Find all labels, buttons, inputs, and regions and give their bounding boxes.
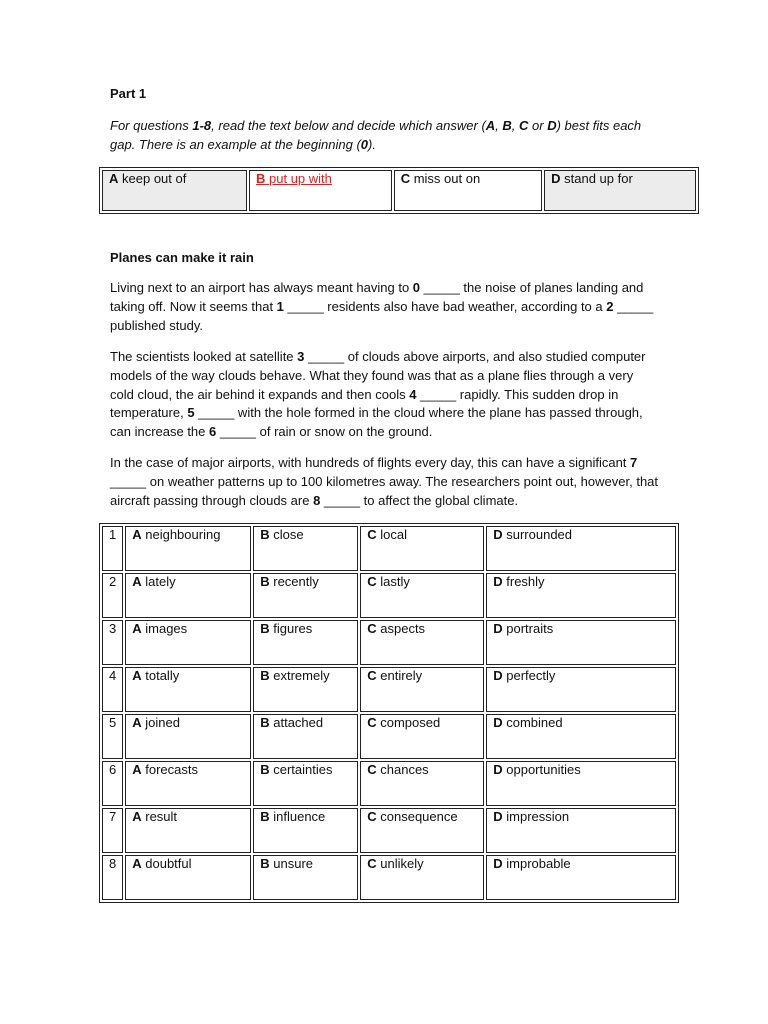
option-d[interactable]: [486, 808, 676, 853]
option-c[interactable]: [360, 526, 484, 571]
option-a[interactable]: [125, 808, 251, 853]
option-text: neighbouring: [145, 527, 221, 542]
option-letter: B: [260, 856, 270, 871]
question-row: [102, 714, 676, 759]
gap-number: 6: [209, 424, 217, 440]
option-text: freshly: [506, 574, 545, 589]
option-d[interactable]: [486, 761, 676, 806]
option-letter: C: [367, 574, 377, 589]
option-text: attached: [273, 715, 324, 730]
option-letter: B: [260, 809, 270, 824]
option-text: portraits: [506, 621, 554, 636]
example-option-a[interactable]: [102, 170, 247, 211]
option-d[interactable]: [486, 526, 676, 571]
option-d[interactable]: [486, 573, 676, 618]
option-text: put up with: [269, 171, 332, 186]
option-letter: A: [132, 668, 142, 683]
option-a[interactable]: [125, 761, 251, 806]
option-c[interactable]: [360, 761, 484, 806]
example-table: [99, 167, 699, 214]
option-letter: A: [132, 715, 142, 730]
option-text: forecasts: [145, 762, 198, 777]
instr-text: ,: [511, 118, 520, 133]
instr-letter: A: [485, 118, 496, 133]
option-d[interactable]: [486, 620, 676, 665]
option-text: improbable: [506, 856, 571, 871]
option-letter: D: [493, 762, 503, 777]
option-text: combined: [506, 715, 563, 730]
option-text: recently: [273, 574, 319, 589]
option-letter: A: [132, 527, 142, 542]
question-number: 4: [102, 667, 123, 712]
option-text: lastly: [380, 574, 410, 589]
example-row: [102, 170, 696, 211]
question-row: [102, 620, 676, 665]
option-b[interactable]: [253, 855, 358, 900]
question-row: [102, 855, 676, 900]
question-number: 3: [102, 620, 123, 665]
option-letter: A: [132, 856, 142, 871]
option-c[interactable]: [360, 573, 484, 618]
option-letter: B: [260, 527, 270, 542]
option-letter: D: [493, 574, 503, 589]
question-row: [102, 761, 676, 806]
question-number: 5: [102, 714, 123, 759]
option-b[interactable]: [253, 526, 358, 571]
option-a[interactable]: [125, 855, 251, 900]
option-letter: B: [260, 574, 270, 589]
option-c[interactable]: [360, 855, 484, 900]
correct-answer: [256, 171, 332, 186]
option-letter: C: [367, 762, 377, 777]
option-text: totally: [145, 668, 180, 683]
questions-body: [102, 526, 676, 900]
option-letter: C: [367, 856, 377, 871]
option-b[interactable]: [253, 808, 358, 853]
option-letter: B: [256, 171, 266, 186]
example-option-d[interactable]: [544, 170, 696, 211]
gap-number: 1: [276, 298, 284, 314]
para-text: _____ published study.: [110, 298, 654, 333]
option-text: perfectly: [506, 668, 556, 683]
question-number: 7: [102, 808, 123, 853]
gap-number: 4: [409, 386, 417, 402]
example-option-b-correct[interactable]: [249, 170, 392, 211]
instr-text: or: [528, 118, 548, 133]
option-a[interactable]: [125, 667, 251, 712]
option-c[interactable]: [360, 808, 484, 853]
option-text: miss out on: [413, 171, 481, 186]
option-text: local: [380, 527, 407, 542]
option-c[interactable]: [360, 667, 484, 712]
option-b[interactable]: [253, 714, 358, 759]
option-letter: B: [260, 621, 270, 636]
option-text: composed: [380, 715, 441, 730]
option-letter: D: [493, 809, 503, 824]
option-b[interactable]: [253, 620, 358, 665]
option-text: aspects: [380, 621, 426, 636]
para-text: _____ the noise of planes landing and taking off. Now it seems that: [110, 280, 644, 314]
option-text: lately: [145, 574, 176, 589]
option-letter: C: [367, 527, 377, 542]
option-text: close: [273, 527, 304, 542]
para-text: _____ with the hole formed in the cloud where the plane has passed through, can increase the: [110, 405, 643, 440]
option-d[interactable]: [486, 855, 676, 900]
option-letter: A: [109, 171, 119, 186]
instr-range: 1-8: [192, 118, 212, 133]
option-text: consequence: [380, 809, 458, 824]
option-d[interactable]: [486, 714, 676, 759]
option-text: surrounded: [506, 527, 573, 542]
article-title: Planes can make it rain: [110, 250, 254, 265]
option-b[interactable]: [253, 667, 358, 712]
option-text: unsure: [273, 856, 313, 871]
question-number: 2: [102, 573, 123, 618]
question-number: 8: [102, 855, 123, 900]
option-text: doubtful: [145, 856, 192, 871]
gap-number: 3: [297, 349, 305, 364]
instr-letter: C: [519, 118, 529, 133]
instr-letter: B: [502, 118, 512, 133]
option-a[interactable]: [125, 573, 251, 618]
instr-zero: 0: [360, 137, 369, 152]
part-title: Part 1: [110, 86, 147, 101]
option-letter: D: [493, 527, 503, 542]
instructions: [110, 116, 670, 154]
para-text: The scientists looked at satellite: [110, 349, 298, 364]
option-a[interactable]: [125, 714, 251, 759]
option-text: certainties: [273, 762, 333, 777]
instr-text: ,: [495, 118, 503, 133]
option-letter: D: [493, 715, 503, 730]
option-text: opportunities: [506, 762, 581, 777]
question-row: [102, 808, 676, 853]
para-text: _____ residents also have bad weather, according to a: [283, 298, 607, 314]
option-letter: C: [367, 809, 377, 824]
option-letter: B: [260, 715, 270, 730]
paragraph-1: [110, 279, 658, 335]
para-text: _____ to affect the global climate.: [320, 492, 519, 508]
gap-number: 8: [313, 492, 321, 508]
option-text: impression: [506, 809, 570, 824]
option-letter: A: [132, 762, 142, 777]
instr-text: ) best fits each gap. There is an example at the beginning (: [110, 118, 642, 152]
option-d[interactable]: [486, 667, 676, 712]
para-text: _____ of clouds above airports, and also studied computer models of the way clouds behave. What they found was that as a plane flies through a very cold cloud, the air behind it expands and then cools: [110, 349, 646, 402]
option-letter: A: [132, 621, 142, 636]
option-letter: B: [260, 668, 270, 683]
gap-number: 0: [412, 280, 421, 295]
option-letter: C: [367, 621, 377, 636]
instr-text: , read the text below and decide which answer (: [211, 118, 486, 133]
question-row: [102, 526, 676, 571]
option-text: images: [145, 621, 188, 636]
para-text: _____ of rain or snow on the ground.: [216, 424, 433, 440]
option-letter: B: [260, 762, 270, 777]
gap-number: 7: [630, 455, 638, 470]
paragraph-2: [110, 348, 658, 442]
option-text: stand up for: [564, 171, 633, 186]
option-letter: C: [367, 715, 377, 730]
option-letter: A: [132, 574, 142, 589]
option-c[interactable]: [360, 620, 484, 665]
option-b[interactable]: [253, 761, 358, 806]
question-number: 6: [102, 761, 123, 806]
option-text: keep out of: [122, 171, 187, 186]
gap-number: 2: [606, 298, 614, 314]
questions-table: [99, 523, 679, 903]
option-text: chances: [380, 762, 429, 777]
question-row: [102, 573, 676, 618]
option-letter: C: [400, 171, 411, 186]
option-letter: A: [132, 809, 142, 824]
option-a[interactable]: [125, 620, 251, 665]
option-letter: D: [493, 668, 503, 683]
option-letter: D: [551, 171, 561, 186]
instr-text: ).: [368, 137, 376, 152]
option-text: extremely: [273, 668, 330, 683]
option-text: influence: [273, 809, 326, 824]
option-text: figures: [273, 621, 313, 636]
example-option-c[interactable]: [394, 170, 542, 211]
option-a[interactable]: [125, 526, 251, 571]
option-letter: D: [493, 856, 503, 871]
question-number: 1: [102, 526, 123, 571]
instr-letter: D: [547, 118, 557, 133]
question-row: [102, 667, 676, 712]
paragraph-3: [110, 454, 658, 510]
option-text: entirely: [380, 668, 423, 683]
option-text: unlikely: [380, 856, 424, 871]
option-b[interactable]: [253, 573, 358, 618]
para-text: In the case of major airports, with hundreds of flights every day, this can have a significant: [110, 455, 631, 470]
gap-number: 5: [187, 405, 195, 421]
option-text: joined: [145, 715, 180, 730]
instr-text: For questions: [110, 118, 193, 133]
option-text: result: [145, 809, 178, 824]
option-letter: D: [493, 621, 503, 636]
para-text: _____ on weather patterns up to 100 kilometres away. The researchers point out, however, that aircraft passing through clouds are: [110, 473, 659, 508]
option-letter: C: [367, 668, 377, 683]
option-c[interactable]: [360, 714, 484, 759]
para-text: _____ rapidly. This sudden drop in temperature,: [110, 386, 619, 421]
para-text: Living next to an airport has always meant having to: [110, 280, 413, 295]
